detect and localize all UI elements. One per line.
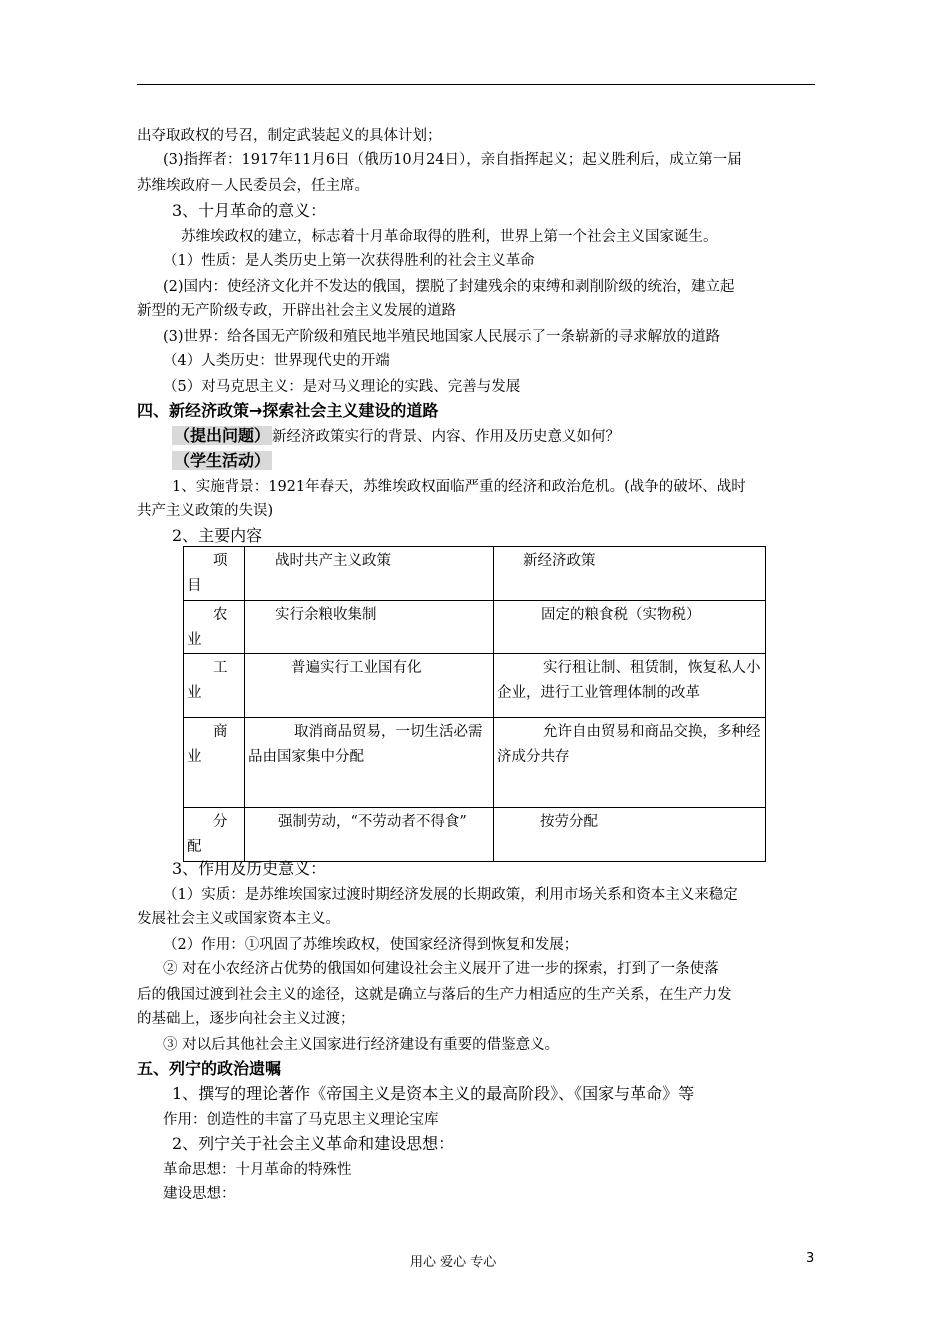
row-war-value: 实行余粮收集制	[275, 607, 377, 623]
text-line: (2)国内：使经济文化并不发达的俄国，摆脱了封建残余的束缚和剥削阶级的统治，建立起	[163, 279, 735, 295]
table-cell	[184, 547, 245, 601]
table-cell	[184, 601, 245, 654]
text-line: (3)世界：给各国无产阶级和殖民地半殖民地国家人民展示了一条崭新的寻求解放的道路	[163, 329, 721, 345]
table-cell	[494, 547, 766, 601]
row-war-value: 强制劳动，“不劳动者不得食”	[278, 814, 467, 830]
row-item: 工业	[187, 660, 228, 701]
row-item: 农业	[187, 607, 228, 648]
table-cell	[494, 601, 766, 654]
table-row	[184, 654, 766, 718]
section-heading-5: 五、列宁的政治遗嘱	[137, 1059, 282, 1078]
page-number: 3	[806, 1251, 815, 1266]
table-cell	[245, 601, 494, 654]
text-line: 苏维埃政权的建立，标志着十月革命取得的胜利，世界上第一个社会主义国家诞生。	[181, 229, 718, 245]
text-line: （1）性质：是人类历史上第一次获得胜利的社会主义革命	[163, 253, 535, 269]
text-line: （4）人类历史：世界现代史的开端	[163, 353, 390, 369]
text-line: （5）对马克思主义：是对马义理论的实践、完善与发展	[163, 379, 521, 395]
table-cell	[184, 718, 245, 808]
text-line: ② 对在小农经济占优势的俄国如何建设社会主义展开了进一步的探索，打到了一条使落	[163, 961, 719, 977]
header-war-communism: 战时共产主义政策	[275, 553, 391, 569]
subheading: 3、作用及历史意义：	[172, 859, 327, 878]
text-line: 共产主义政策的失误)	[137, 503, 274, 519]
table-cell	[184, 654, 245, 718]
footer-motto: 用心 爱心 专心	[410, 1255, 497, 1270]
table-header-row	[184, 547, 766, 601]
table-row	[184, 808, 766, 862]
row-item: 分配	[187, 814, 228, 855]
section-heading-4: 四、新经济政策→探索社会主义建设的道路	[137, 401, 439, 420]
table-cell	[245, 654, 494, 718]
text-line: 1、实施背景：1921年春天，苏维埃政权面临严重的经济和政治危机。(战争的破坏、战时	[172, 479, 746, 495]
subheading: 2、主要内容	[172, 526, 263, 545]
subheading: 3、十月革命的意义：	[172, 201, 327, 220]
text-line: 1、撰写的理论著作《帝国主义是资本主义的最高阶段》、《国家与革命》等	[172, 1084, 695, 1103]
text-line: 的基础上，逐步向社会主义过渡；	[137, 1011, 355, 1027]
row-nep-value: 允许自由贸易和商品交换，多种经济成分共存	[497, 724, 761, 765]
text-line: 出夺取政权的号召，制定武装起义的具体计划；	[137, 128, 442, 144]
header-rule	[137, 84, 815, 85]
text-line: ③ 对以后其他社会主义国家进行经济建设有重要的借鉴意义。	[163, 1037, 560, 1053]
text-line: (3)指挥者：1917年11月6日（俄历10月24日），亲自指挥起义；起义胜利后，成立第一届	[163, 152, 742, 168]
text-line: （1）实质：是苏维埃国家过渡时期经济发展的长期政策，利用市场关系和资本主义来稳定	[163, 887, 738, 903]
row-nep-value: 固定的粮食税（实物税）	[541, 607, 701, 623]
text-line: 苏维埃政府－人民委员会，任主席。	[137, 178, 369, 194]
header-item: 项目	[187, 553, 228, 594]
table-cell	[245, 718, 494, 808]
text-line: 发展社会主义或国家资本主义。	[137, 911, 340, 927]
text-line: 后的俄国过渡到社会主义的途径，这就是确立与落后的生产力相适应的生产关系，在生产力发	[137, 987, 732, 1003]
text-line: 建设思想：	[163, 1186, 236, 1202]
table-row	[184, 718, 766, 808]
highlight-tag-question: （提出问题）	[174, 426, 271, 445]
row-war-value: 普遍实行工业国有化	[291, 660, 422, 676]
question-line	[172, 426, 620, 447]
row-item: 商业	[187, 724, 228, 765]
policy-comparison-table	[183, 546, 766, 862]
text-line: 新型的无产阶级专政，开辟出社会主义发展的道路	[137, 303, 456, 319]
row-nep-value: 按劳分配	[540, 814, 598, 830]
table-cell	[184, 808, 245, 862]
text-line: （2）作用：①巩固了苏维埃政权，使国家经济得到恢复和发展；	[163, 937, 579, 953]
subheading: 2、列宁关于社会主义革命和建设思想：	[172, 1134, 455, 1153]
text-line: 革命思想：十月革命的特殊性	[163, 1162, 352, 1178]
table-cell	[494, 718, 766, 808]
text-line: 作用：创造性的丰富了马克思主义理论宝库	[163, 1112, 439, 1128]
table-row	[184, 601, 766, 654]
header-nep: 新经济政策	[523, 553, 596, 569]
row-war-value: 取消商品贸易，一切生活必需品由国家集中分配	[248, 724, 483, 765]
table-cell	[245, 547, 494, 601]
activity-line	[172, 451, 272, 472]
table-cell	[245, 808, 494, 862]
highlight-tag-activity: （学生活动）	[174, 451, 271, 470]
row-nep-value: 实行租让制、租赁制，恢复私人小企业，进行工业管理体制的改革	[497, 660, 761, 701]
question-text: 新经济政策实行的背景、内容、作用及历史意义如何？	[272, 429, 621, 445]
table-cell	[494, 808, 766, 862]
table-cell	[494, 654, 766, 718]
